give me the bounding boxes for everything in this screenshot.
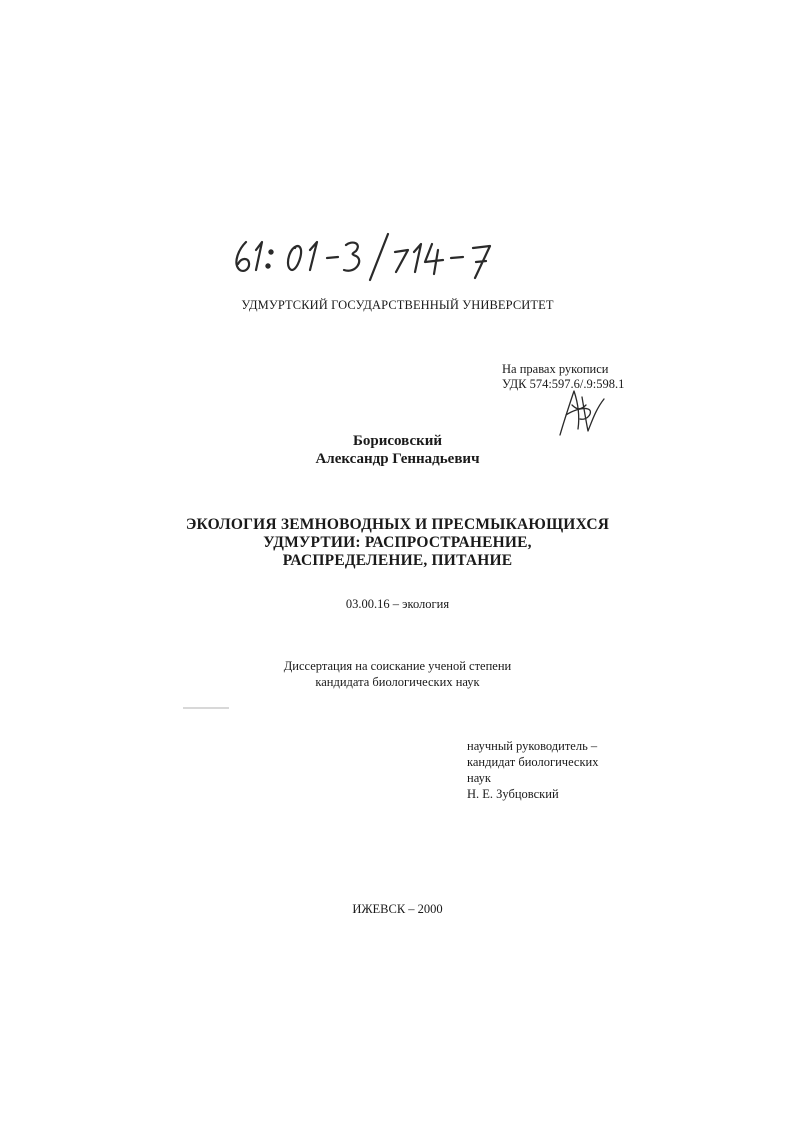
title-line: РАСПРЕДЕЛЕНИЕ, ПИТАНИЕ	[282, 552, 513, 569]
author-block	[0, 432, 795, 468]
udc-code: УДК 574:597.6/.9:598.1	[502, 377, 625, 391]
degree-statement-line: кандидата биологических наук	[315, 675, 480, 689]
specialty-code: 03.00.16 – экология	[345, 597, 450, 611]
supervisor-line: научный руководитель –	[467, 739, 598, 753]
degree-statement	[0, 658, 795, 690]
city-and-year: ИЖЕВСК – 2000	[352, 902, 443, 916]
supervisor-line: кандидат биологических	[467, 755, 599, 769]
university-name: УДМУРТСКИЙ ГОСУДАРСТВЕННЫЙ УНИВЕРСИТЕТ	[241, 298, 554, 312]
author-given-names: Александр Геннадьевич	[315, 451, 480, 467]
supervisor-name: Н. Е. Зубцовский	[467, 787, 559, 801]
title-line: УДМУРТИИ: РАСПРОСТРАНЕНИЕ,	[263, 534, 532, 551]
supervisor-block	[467, 738, 667, 802]
scan-smudge	[183, 707, 229, 709]
handwritten-archive-number	[232, 228, 532, 284]
handwritten-number-drawing	[232, 228, 532, 284]
manuscript-rights-label: На правах рукописи	[502, 362, 609, 376]
dissertation-title	[0, 516, 795, 570]
supervisor-line: наук	[467, 771, 491, 785]
author-surname: Борисовский	[352, 433, 443, 449]
title-line: ЭКОЛОГИЯ ЗЕМНОВОДНЫХ И ПРЕСМЫКАЮЩИХСЯ	[185, 516, 610, 533]
degree-statement-line: Диссертация на соискание ученой степени	[283, 659, 512, 673]
